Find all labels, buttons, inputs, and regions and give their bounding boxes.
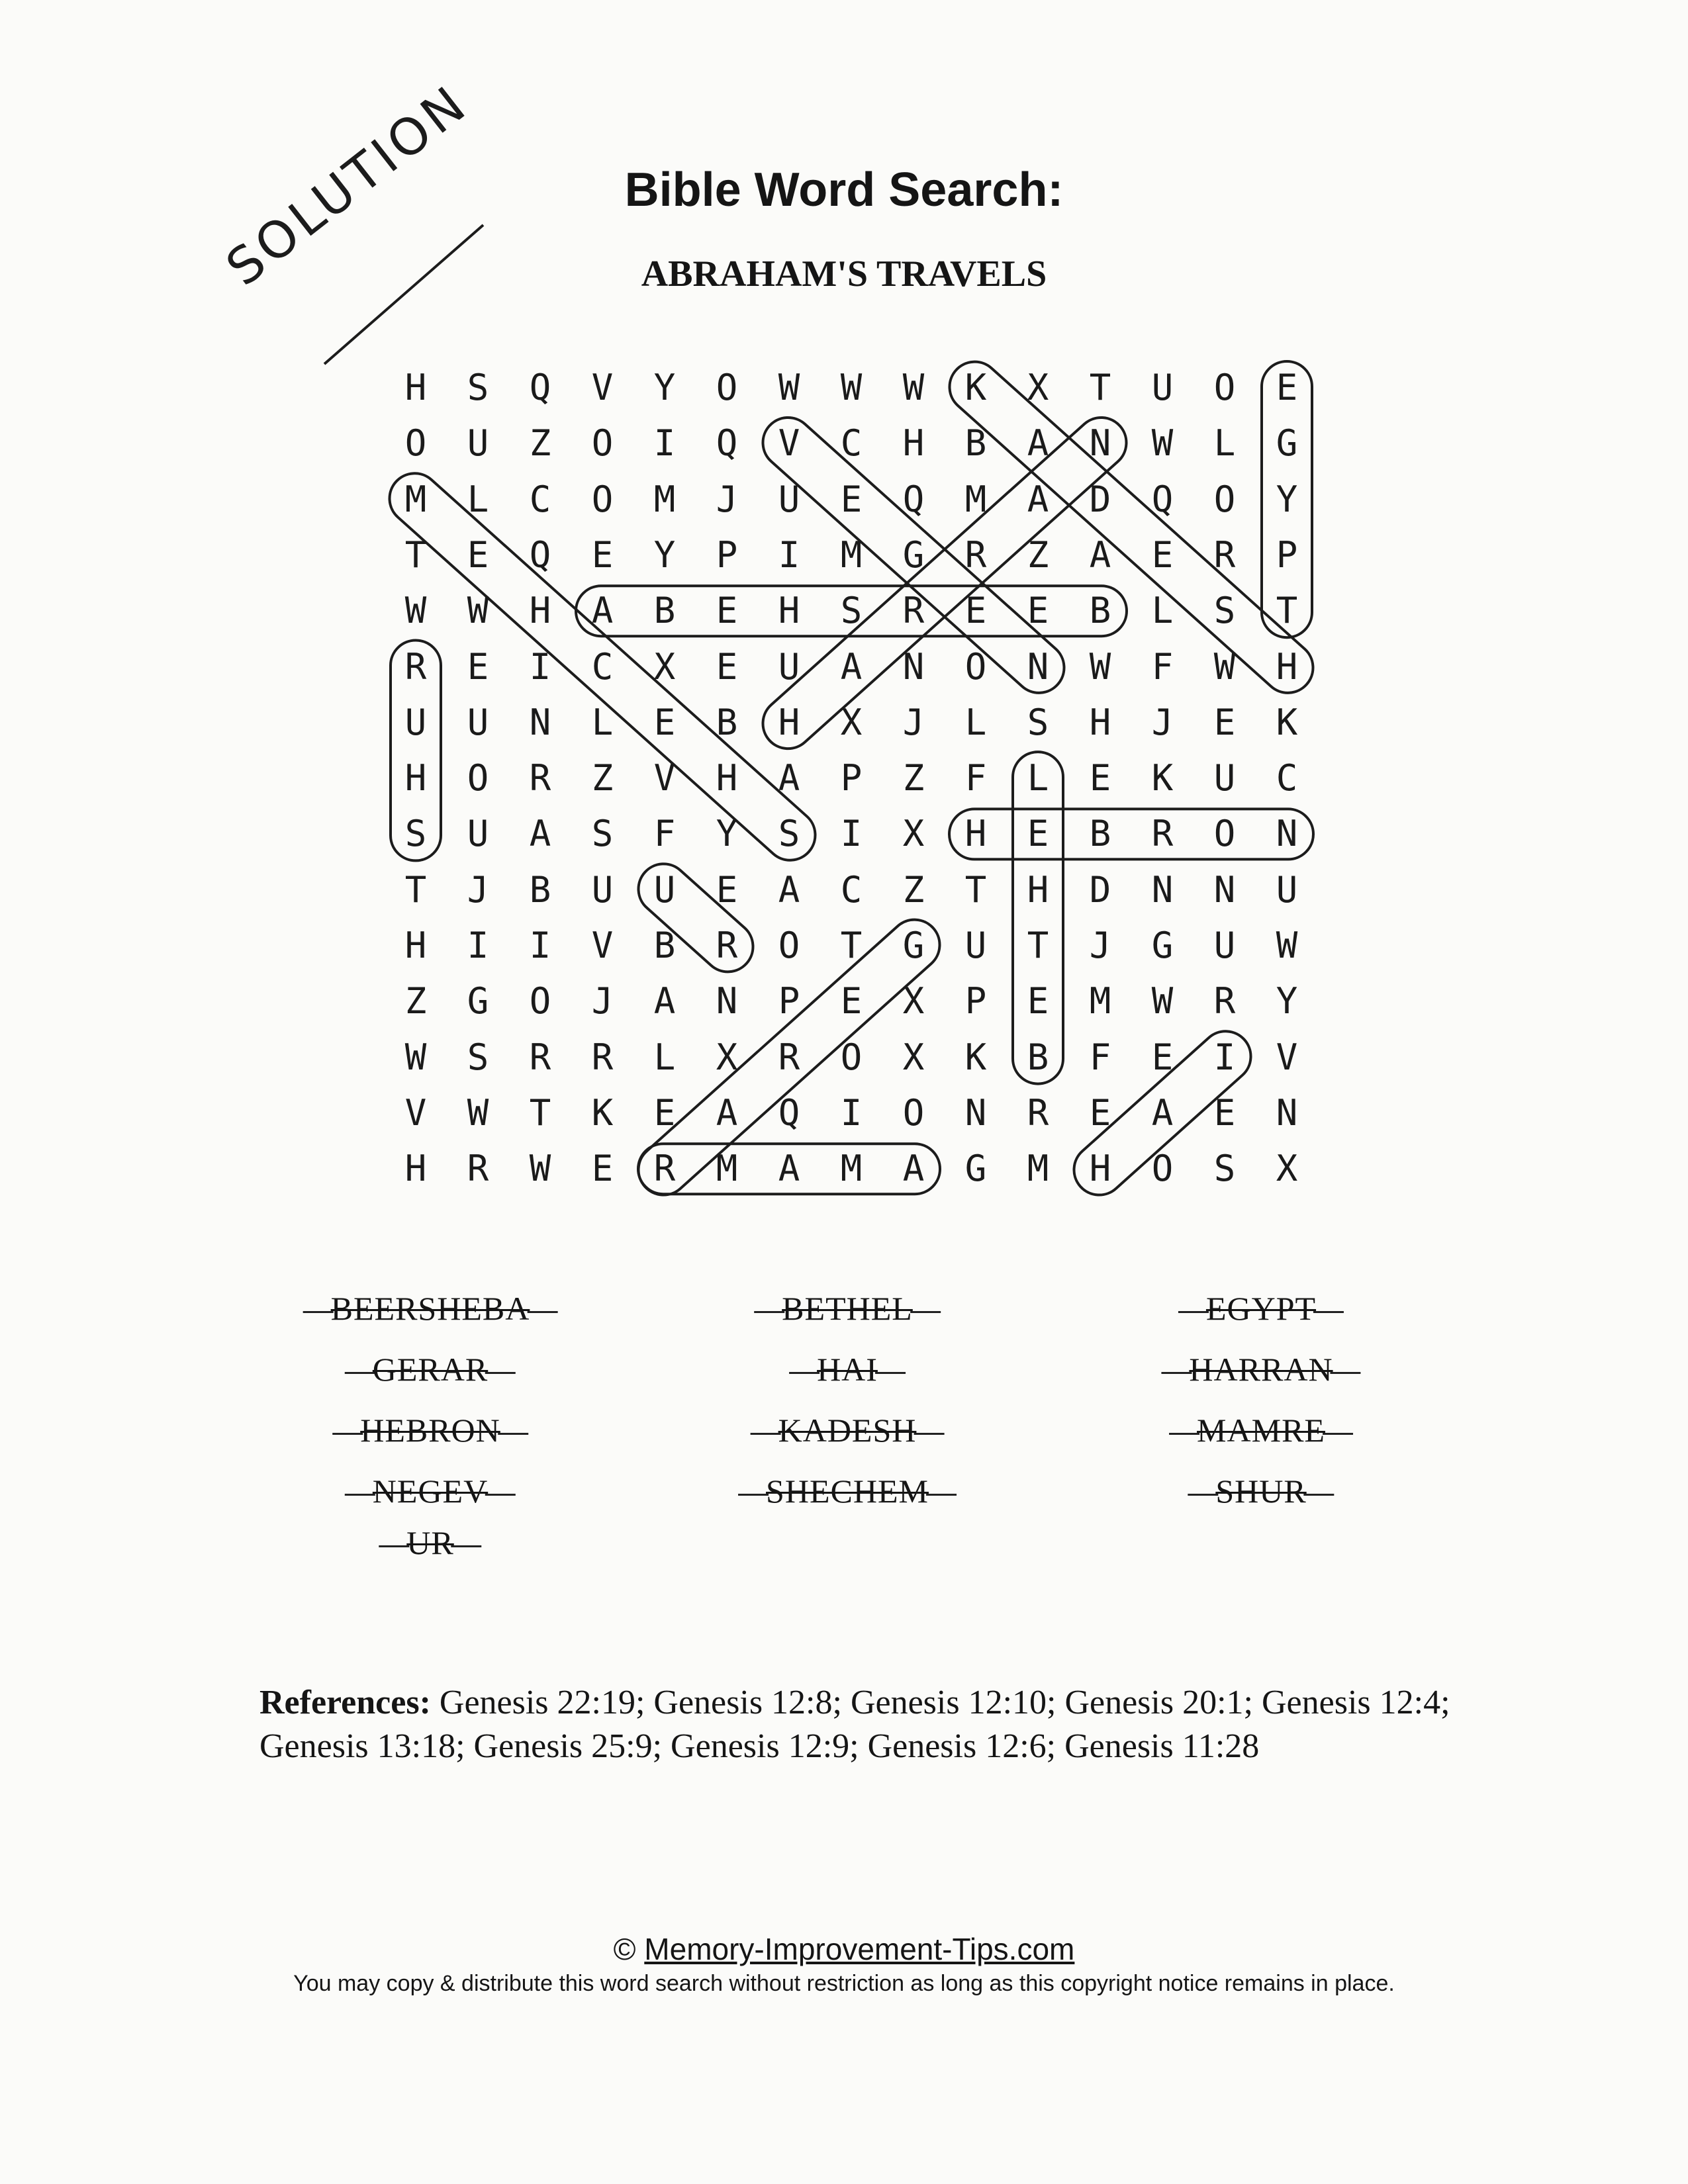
grid-letter: R bbox=[529, 757, 551, 799]
grid-letter: Y bbox=[653, 367, 676, 408]
grid-letter: M bbox=[404, 478, 427, 520]
grid-letter: C bbox=[591, 645, 614, 688]
grid-letter: H bbox=[902, 422, 925, 465]
grid-letter: R bbox=[1213, 980, 1236, 1023]
grid-letter: O bbox=[964, 645, 987, 688]
grid-letter: L bbox=[1213, 422, 1236, 465]
grid-letter: E bbox=[1027, 590, 1049, 632]
grid-letter: H bbox=[404, 757, 427, 799]
grid-letter: X bbox=[902, 1036, 925, 1078]
grid-letter: M bbox=[653, 478, 676, 520]
grid-letter: R bbox=[1151, 813, 1174, 855]
word-list-item-mamre: MAMRE bbox=[1172, 1411, 1350, 1449]
grid-letter: I bbox=[1213, 1036, 1236, 1078]
grid-letter: K bbox=[1151, 757, 1174, 799]
grid-letter: I bbox=[840, 813, 863, 855]
grid-letter: Q bbox=[529, 533, 551, 576]
grid-letter: A bbox=[653, 980, 676, 1023]
grid-letter: V bbox=[591, 367, 614, 408]
grid-letter: S bbox=[1027, 701, 1049, 743]
grid-letter: S bbox=[467, 367, 489, 408]
grid-letter: Z bbox=[404, 980, 427, 1023]
grid-letter: H bbox=[778, 590, 800, 632]
grid-letter: B bbox=[653, 925, 676, 966]
word-list-item-egypt: EGYPT bbox=[1181, 1289, 1341, 1328]
grid-letter: N bbox=[902, 645, 925, 688]
grid-letter: K bbox=[591, 1091, 614, 1134]
grid-letter: N bbox=[1089, 422, 1111, 465]
grid-letter: S bbox=[1213, 590, 1236, 632]
grid-letter: K bbox=[964, 367, 987, 408]
grid-letter: Y bbox=[716, 813, 738, 855]
grid-letter: A bbox=[1089, 533, 1111, 576]
grid-letter: Q bbox=[529, 367, 551, 408]
grid-letter: G bbox=[467, 980, 489, 1023]
grid-letter: W bbox=[467, 590, 489, 632]
word-list-item-kadesh: KADESH bbox=[753, 1411, 942, 1449]
grid-letter: P bbox=[1276, 533, 1298, 576]
grid-letter: A bbox=[840, 645, 863, 688]
grid-letter: N bbox=[1027, 645, 1049, 688]
grid-letter: E bbox=[653, 701, 676, 743]
grid-letter: N bbox=[1276, 1091, 1298, 1134]
grid-letter: X bbox=[840, 701, 863, 743]
grid-letter: W bbox=[1213, 645, 1236, 688]
grid-letter: W bbox=[1151, 980, 1174, 1023]
grid-letter: N bbox=[964, 1091, 987, 1134]
grid-letter: Z bbox=[902, 757, 925, 799]
grid-letter: J bbox=[1151, 701, 1174, 743]
grid-letter: R bbox=[653, 1148, 676, 1190]
grid-letter: R bbox=[778, 1036, 800, 1078]
grid-letter: C bbox=[840, 868, 863, 911]
grid-letter: H bbox=[716, 757, 738, 799]
grid-letter: E bbox=[1213, 701, 1236, 743]
grid-letter: E bbox=[467, 533, 489, 576]
grid-letter: N bbox=[1151, 868, 1174, 911]
grid-letter: D bbox=[1089, 868, 1111, 911]
grid-letter: U bbox=[778, 645, 800, 688]
grid-letter: A bbox=[778, 757, 800, 799]
grid-letter: A bbox=[1151, 1091, 1174, 1134]
grid-letter: U bbox=[1213, 925, 1236, 966]
grid-letter: B bbox=[1089, 813, 1111, 855]
grid-letter: R bbox=[404, 645, 427, 688]
grid-letter: I bbox=[467, 925, 489, 966]
grid-letter: C bbox=[1276, 757, 1298, 799]
grid-letter: I bbox=[653, 422, 676, 465]
word-list-item-hai: HAI bbox=[792, 1350, 903, 1388]
grid-letter: I bbox=[778, 533, 800, 576]
grid-letter: W bbox=[778, 367, 800, 408]
grid-letter: V bbox=[591, 925, 614, 966]
grid-letter: G bbox=[1151, 925, 1174, 966]
grid-letter: W bbox=[467, 1091, 489, 1134]
grid-letter: C bbox=[529, 478, 551, 520]
grid-letter: H bbox=[1027, 868, 1049, 911]
grid-letter: A bbox=[778, 868, 800, 911]
grid-letter: A bbox=[1027, 422, 1049, 465]
grid-letter: U bbox=[467, 813, 489, 855]
grid-letter: W bbox=[1276, 925, 1298, 966]
grid-letter: E bbox=[653, 1091, 676, 1134]
grid-letter: H bbox=[1089, 1148, 1111, 1190]
grid-letter: E bbox=[716, 868, 738, 911]
copyright-symbol: © bbox=[613, 1932, 636, 1966]
grid-letter: H bbox=[1089, 701, 1111, 743]
grid-letter: P bbox=[964, 980, 987, 1023]
grid-letter: O bbox=[902, 1091, 925, 1134]
copyright-line bbox=[0, 1931, 1688, 1967]
grid-letter: E bbox=[1213, 1091, 1236, 1134]
grid-letter: Z bbox=[902, 868, 925, 911]
grid-letter: S bbox=[1213, 1148, 1236, 1190]
grid-letter: X bbox=[1276, 1148, 1298, 1190]
grid-letter: X bbox=[716, 1036, 738, 1078]
grid-letter: N bbox=[1276, 813, 1298, 855]
grid-letter: T bbox=[1276, 590, 1298, 632]
grid-letter: D bbox=[1089, 478, 1111, 520]
grid-letter: U bbox=[1213, 757, 1236, 799]
grid-letter: U bbox=[1151, 367, 1174, 408]
grid-letter: I bbox=[529, 925, 551, 966]
grid-letter: T bbox=[404, 533, 427, 576]
grid-letter: W bbox=[902, 367, 925, 408]
grid-letter: Y bbox=[1276, 478, 1298, 520]
grid-letter: F bbox=[653, 813, 676, 855]
grid-letter: A bbox=[529, 813, 551, 855]
grid-letter: G bbox=[1276, 422, 1298, 465]
grid-letter: V bbox=[653, 757, 676, 799]
grid-letter: B bbox=[716, 701, 738, 743]
grid-letter: W bbox=[1089, 645, 1111, 688]
grid-letter: B bbox=[1027, 1036, 1049, 1078]
grid-letter: I bbox=[840, 1091, 863, 1134]
grid-letter: H bbox=[404, 925, 427, 966]
grid-letter: Z bbox=[1027, 533, 1049, 576]
grid-letter: U bbox=[591, 868, 614, 911]
puzzle-subtitle: ABRAHAM'S TRAVELS bbox=[641, 253, 1047, 295]
word-list-item-shur: SHUR bbox=[1190, 1472, 1331, 1510]
grid-letter: X bbox=[1027, 367, 1049, 408]
grid-letter: R bbox=[716, 925, 738, 966]
grid-letter: T bbox=[1027, 925, 1049, 966]
grid-letter: H bbox=[1276, 645, 1298, 688]
grid-letter: P bbox=[840, 757, 863, 799]
grid-letter: F bbox=[1151, 645, 1174, 688]
word-list-item-hebron: HEBRON bbox=[335, 1411, 526, 1449]
grid-letter: R bbox=[964, 533, 987, 576]
grid-letter: W bbox=[404, 590, 427, 632]
grid-letter: O bbox=[529, 980, 551, 1023]
grid-letter: E bbox=[591, 1148, 614, 1190]
grid-letter: H bbox=[964, 813, 987, 855]
site-link[interactable]: Memory-Improvement-Tips.com bbox=[644, 1932, 1075, 1966]
grid-letter: P bbox=[778, 980, 800, 1023]
grid-letter: Q bbox=[1151, 478, 1174, 520]
grid-letter: Y bbox=[653, 533, 676, 576]
grid-letter: B bbox=[1089, 590, 1111, 632]
references-label: References: bbox=[259, 1684, 431, 1721]
grid-letter: F bbox=[1089, 1036, 1111, 1078]
word-list-item-gerar: GERAR bbox=[348, 1350, 513, 1388]
word-list-item-shechem: SHECHEM bbox=[741, 1472, 954, 1510]
grid-letter: L bbox=[653, 1036, 676, 1078]
grid-letter: V bbox=[404, 1091, 427, 1134]
grid-letter: L bbox=[591, 701, 614, 743]
grid-letter: O bbox=[840, 1036, 863, 1078]
grid-letter: B bbox=[964, 422, 987, 465]
grid-letter: Z bbox=[529, 422, 551, 465]
grid-letter: S bbox=[467, 1036, 489, 1078]
grid-letter: E bbox=[1027, 813, 1049, 855]
grid-letter: K bbox=[964, 1036, 987, 1078]
grid-letter: M bbox=[716, 1148, 738, 1190]
grid-letter: L bbox=[467, 478, 489, 520]
grid-letter: O bbox=[591, 478, 614, 520]
grid-letter: Q bbox=[902, 478, 925, 520]
grid-letter: N bbox=[529, 701, 551, 743]
grid-letter: T bbox=[964, 868, 987, 911]
grid-letter: H bbox=[404, 1148, 427, 1190]
copyright-notice: You may copy & distribute this word search without restriction as long as this copyright notice remains in place. bbox=[293, 1971, 1395, 1996]
grid-letter: X bbox=[902, 813, 925, 855]
grid-letter: I bbox=[529, 645, 551, 688]
word-list-item-negev: NEGEV bbox=[348, 1472, 513, 1510]
grid-letter: L bbox=[964, 701, 987, 743]
grid-letter: N bbox=[716, 980, 738, 1023]
handwritten-solution-note: SOLUTION bbox=[215, 73, 479, 297]
grid-letter: M bbox=[964, 478, 987, 520]
grid-letter: W bbox=[404, 1036, 427, 1078]
grid-letter: L bbox=[1027, 757, 1049, 799]
grid-letter: R bbox=[902, 590, 925, 632]
grid-letter: X bbox=[653, 645, 676, 688]
grid-letter: R bbox=[1027, 1091, 1049, 1134]
grid-letter: O bbox=[716, 367, 738, 408]
grid-letter: X bbox=[902, 980, 925, 1023]
grid-letter: N bbox=[1213, 868, 1236, 911]
grid-letter: S bbox=[591, 813, 614, 855]
grid-letter: O bbox=[404, 422, 427, 465]
grid-letter: J bbox=[716, 478, 738, 520]
grid-letter: G bbox=[964, 1148, 987, 1190]
grid-letter: Q bbox=[716, 422, 738, 465]
grid-letter: R bbox=[529, 1036, 551, 1078]
grid-letter: W bbox=[529, 1148, 551, 1190]
word-list-item-beersheba: BEERSHEBA bbox=[306, 1289, 555, 1328]
grid-letter: O bbox=[467, 757, 489, 799]
grid-letter: U bbox=[964, 925, 987, 966]
grid-letter: E bbox=[1089, 1091, 1111, 1134]
grid-letter: T bbox=[404, 868, 427, 911]
grid-letter: M bbox=[1089, 980, 1111, 1023]
grid-letter: E bbox=[716, 645, 738, 688]
grid-letter: M bbox=[840, 533, 863, 576]
grid-letter: G bbox=[902, 925, 925, 966]
grid-letter: O bbox=[1213, 367, 1236, 408]
grid-letter: G bbox=[902, 533, 925, 576]
grid-letter: S bbox=[840, 590, 863, 632]
grid-letter: T bbox=[1089, 367, 1111, 408]
grid-letter: S bbox=[778, 813, 800, 855]
grid-letter: W bbox=[1151, 422, 1174, 465]
grid-letter: U bbox=[404, 701, 427, 743]
grid-letter: O bbox=[1213, 813, 1236, 855]
grid-letter: E bbox=[716, 590, 738, 632]
grid-letter: V bbox=[778, 422, 800, 465]
grid-letter: Q bbox=[778, 1091, 800, 1134]
grid-letter: U bbox=[467, 701, 489, 743]
grid-letter: W bbox=[840, 367, 863, 408]
grid-letter: V bbox=[1276, 1036, 1298, 1078]
grid-letter: L bbox=[1151, 590, 1174, 632]
grid-letter: E bbox=[1151, 533, 1174, 576]
grid-letter: H bbox=[778, 701, 800, 743]
grid-letter: E bbox=[840, 980, 863, 1023]
grid-letter: O bbox=[1151, 1148, 1174, 1190]
word-list-item-ur: UR bbox=[381, 1524, 479, 1562]
grid-letter: E bbox=[1276, 367, 1298, 408]
grid-letter: B bbox=[653, 590, 676, 632]
grid-letter: U bbox=[1276, 868, 1298, 911]
grid-letter: M bbox=[840, 1148, 863, 1190]
grid-letter: E bbox=[467, 645, 489, 688]
grid-letter: U bbox=[778, 478, 800, 520]
grid-letter: H bbox=[529, 590, 551, 632]
grid-letter: A bbox=[1027, 478, 1049, 520]
grid-letter: R bbox=[591, 1036, 614, 1078]
grid-letter: K bbox=[1276, 701, 1298, 743]
grid-letter: R bbox=[1213, 533, 1236, 576]
grid-letter: O bbox=[778, 925, 800, 966]
grid-letter: J bbox=[902, 701, 925, 743]
grid-letter: R bbox=[467, 1148, 489, 1190]
grid-letter: C bbox=[840, 422, 863, 465]
grid-letter: U bbox=[467, 422, 489, 465]
references-text: Genesis 22:19; Genesis 12:8; Genesis 12:10; Genesis 20:1; Genesis 12:4; Genesis 13:18; Genesis 25:9; Genesis 12:9; Genesis 12:6; Genesis 11:28 bbox=[259, 1684, 1450, 1765]
grid-letter: E bbox=[1027, 980, 1049, 1023]
grid-letter: E bbox=[1089, 757, 1111, 799]
grid-letter: A bbox=[591, 590, 614, 632]
grid-letter: A bbox=[716, 1091, 738, 1134]
grid-letter: M bbox=[1027, 1148, 1049, 1190]
grid-letter: H bbox=[404, 367, 427, 408]
grid-letter: J bbox=[467, 868, 489, 911]
grid-letter: A bbox=[902, 1148, 925, 1190]
grid-letter: Y bbox=[1276, 980, 1298, 1023]
grid-letter: A bbox=[778, 1148, 800, 1190]
grid-letter: T bbox=[840, 925, 863, 966]
references bbox=[259, 1681, 1451, 1768]
grid-letter: E bbox=[840, 478, 863, 520]
word-list-item-bethel: BETHEL bbox=[757, 1289, 938, 1328]
grid-letter: E bbox=[964, 590, 987, 632]
page-title: Bible Word Search: bbox=[624, 163, 1064, 216]
grid-letter: J bbox=[1089, 925, 1111, 966]
grid-letter: B bbox=[529, 868, 551, 911]
grid-letter: F bbox=[964, 757, 987, 799]
grid-letter: E bbox=[591, 533, 614, 576]
grid-letter: T bbox=[529, 1091, 551, 1134]
grid-letter: U bbox=[653, 868, 676, 911]
grid-letter: J bbox=[591, 980, 614, 1023]
grid-letter: Z bbox=[591, 757, 614, 799]
word-list-item-harran: HARRAN bbox=[1164, 1350, 1358, 1388]
grid-letter: S bbox=[404, 813, 427, 855]
grid-letter: O bbox=[591, 422, 614, 465]
grid-letter: E bbox=[1151, 1036, 1174, 1078]
grid-letter: P bbox=[716, 533, 738, 576]
grid-letter: O bbox=[1213, 478, 1236, 520]
